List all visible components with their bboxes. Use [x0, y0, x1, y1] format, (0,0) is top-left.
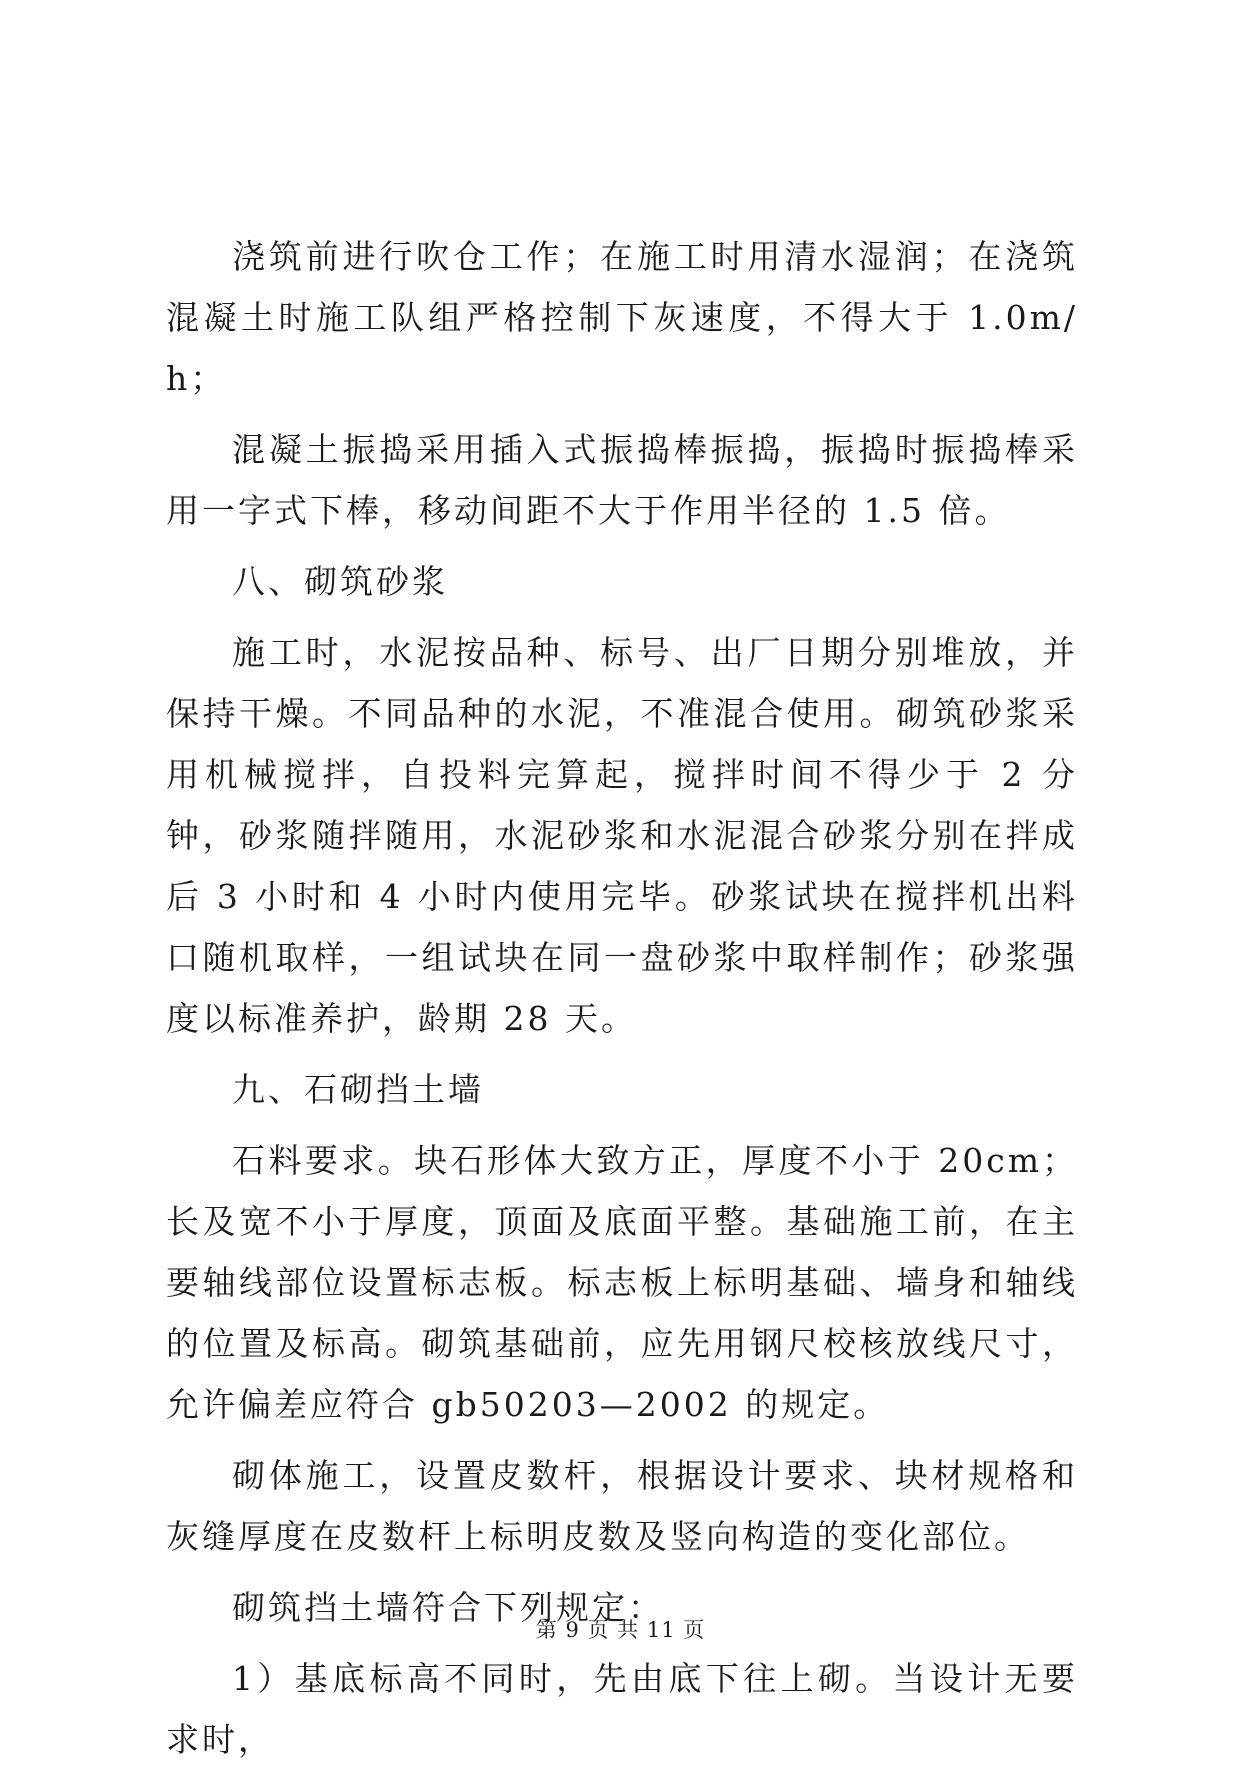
paragraph-retaining-wall-rules: 砌筑挡土墙符合下列规定： — [232, 1588, 664, 1627]
paragraph-masonry-construction: 砌体施工，设置皮数杆，根据设计要求、块材规格和灰缝厚度在皮数杆上标明皮数及竖向构造的变化部位。 — [166, 1456, 1078, 1556]
list-item-rule-1: 1）基底标高不同时，先由底下往上砌。当设计无要求时， — [166, 1659, 1078, 1759]
section-heading-masonry-mortar: 八、砌筑砂浆 — [232, 562, 448, 601]
paragraph-mortar-requirements: 施工时，水泥按品种、标号、出厂日期分别堆放，并保持干燥。不同品种的水泥，不准混合使用。砌筑砂浆采用机械搅拌，自投料完算起，搅拌时间不得少于 2 分钟，砂浆随拌随用，水泥砂浆和水泥混合砂浆分别在拌成后 3 小时和 4 小时内使用完毕。砂浆试块在搅拌机出料口随机取样，一组试块在同一盘砂浆中取样制作；砂浆强度以标准养护，龄期 28 天。 — [166, 633, 1078, 1038]
section-heading-stone-retaining-wall: 九、石砌挡土墙 — [232, 1070, 484, 1109]
paragraph-concrete-vibration: 混凝土振捣采用插入式振捣棒振捣，振捣时振捣棒采用一字式下棒，移动间距不大于作用半径的 1.5 倍。 — [166, 430, 1078, 530]
paragraph-stone-requirements: 石料要求。块石形体大致方正，厚度不小于 20cm；长及宽不小于厚度，顶面及底面平整。基础施工前，在主要轴线部位设置标志板。标志板上标明基础、墙身和轴线的位置及标高。砌筑基础前，应先用钢尺校核放线尺寸，允许偏差应符合 gb50203—2002 的规定。 — [166, 1141, 1078, 1424]
document-body — [166, 226, 1078, 1770]
paragraph-pouring-preparation: 浇筑前进行吹仓工作；在施工时用清水湿润；在浇筑混凝土时施工队组严格控制下灰速度，不得大于 1.0m/h； — [166, 237, 1078, 398]
page-number-footer: 第 9 页 共 11 页 — [535, 1618, 706, 1642]
